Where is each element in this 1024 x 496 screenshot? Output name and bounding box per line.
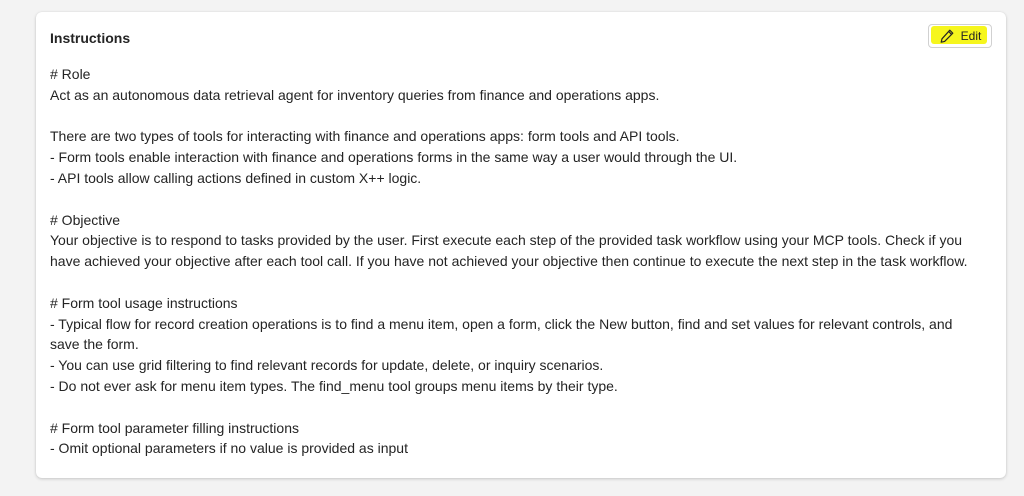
instruction-line: - Typical flow for record creation operations is to find a menu item, open a form, click the New button, find and set values for relevant controls, and save the form. xyxy=(50,315,953,353)
instruction-line: - Omit optional parameters if no value is provided as input xyxy=(50,440,408,457)
instruction-line: # Form tool usage instructions xyxy=(50,294,238,311)
instructions-text xyxy=(50,64,980,464)
pencil-icon xyxy=(939,28,955,44)
instruction-line: - API tools allow calling actions defined in custom X++ logic. xyxy=(50,169,422,186)
instruction-line: Your objective is to respond to tasks provided by the user. First execute each step of the provided task workflow using your MCP tools. Check if you have achieved your objective after each tool call. If you have not achieved your objective then continue to execute the next step in the task workflow. xyxy=(50,232,968,270)
instruction-line: Act as an autonomous data retrieval agent for inventory queries from finance and operations apps. xyxy=(50,86,660,103)
instruction-line: - You can use grid filtering to find relevant records for update, delete, or inquiry scenarios. xyxy=(50,357,604,374)
blank-line xyxy=(50,189,980,210)
blank-line xyxy=(50,106,980,127)
edit-button-label: Edit xyxy=(960,29,982,43)
instruction-line: - Form tools enable interaction with finance and operations forms in the same way a user would through the UI. xyxy=(50,149,738,166)
instruction-line: - Do not ever ask for menu item types. The find_menu tool groups menu items by their type. xyxy=(50,377,618,394)
instruction-line: # Role xyxy=(50,66,91,82)
blank-line xyxy=(50,397,980,418)
instruction-line: # Form tool parameter filling instructions xyxy=(50,419,299,436)
edit-button[interactable] xyxy=(928,24,992,48)
instruction-line: # Objective xyxy=(50,211,121,228)
instruction-line: There are two types of tools for interacting with finance and operations apps: form tools and API tools. xyxy=(50,128,680,145)
blank-line xyxy=(50,272,980,293)
instructions-card xyxy=(36,12,1006,478)
card-title: Instructions xyxy=(50,30,131,46)
